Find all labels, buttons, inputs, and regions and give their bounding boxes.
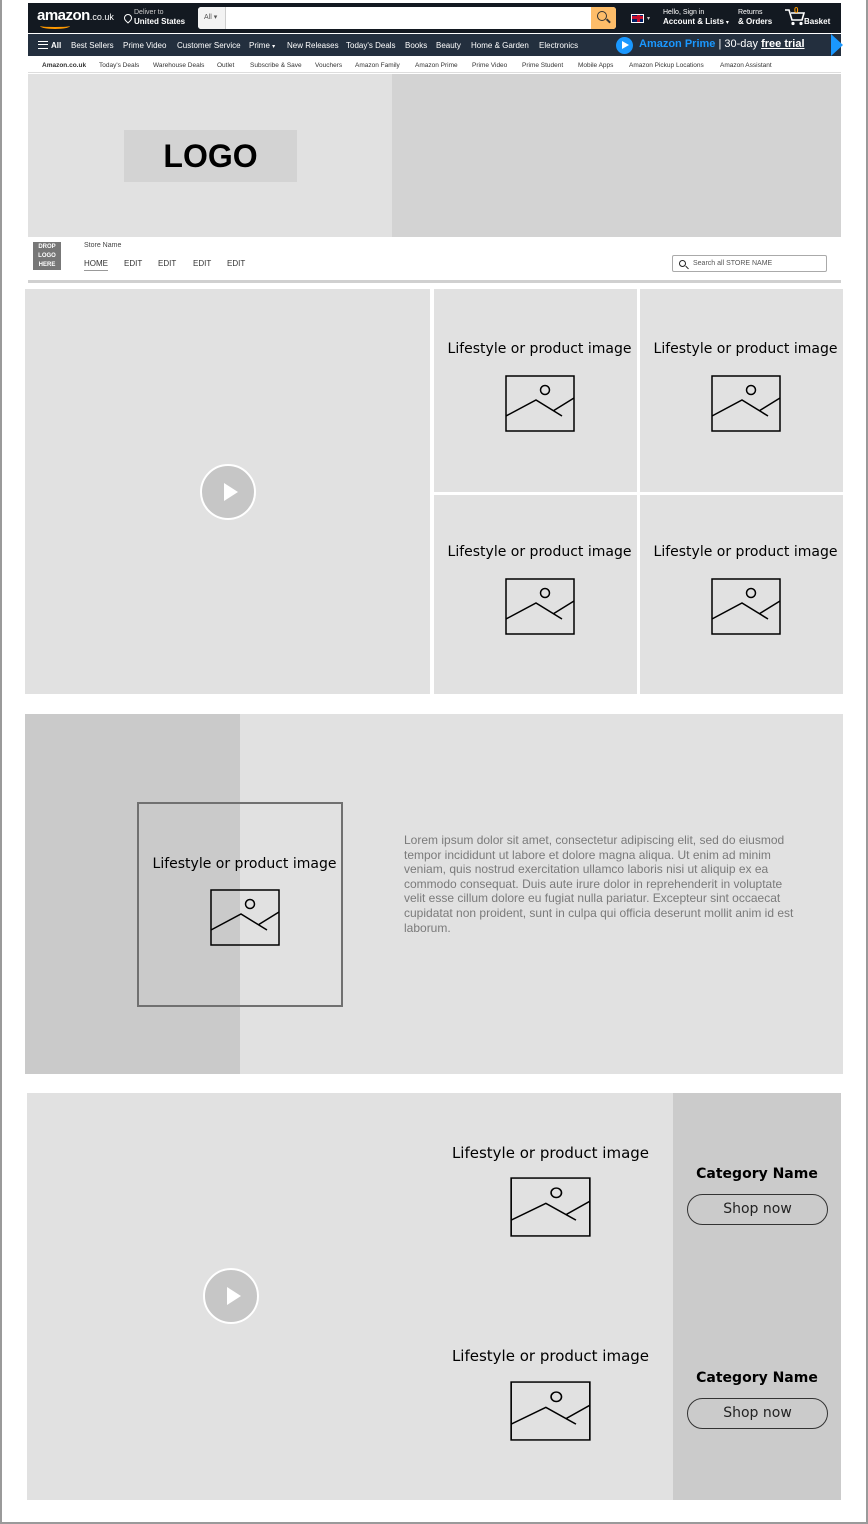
shop-now-button[interactable]: Shop now — [687, 1194, 828, 1225]
orders-label: & Orders — [738, 17, 773, 26]
search-icon — [597, 11, 607, 21]
image-placeholder-icon — [711, 578, 781, 635]
nav-item-best-sellers[interactable]: Best Sellers — [71, 41, 114, 50]
cart-count: 0 — [794, 6, 799, 15]
hamburger-icon[interactable] — [38, 41, 48, 49]
nav-item-prime-label: Prime — [249, 41, 270, 50]
search-bar — [198, 7, 616, 29]
image-placeholder-label: Lifestyle or product image — [447, 544, 632, 560]
amazon-smile-icon — [40, 23, 70, 29]
prime-banner-text — [639, 38, 805, 50]
subnav-item[interactable]: Vouchers — [315, 62, 343, 69]
subnav-item[interactable]: Prime Student — [522, 62, 564, 69]
subnav-item[interactable]: Prime Video — [472, 62, 508, 69]
nav-item-home-garden[interactable]: Home & Garden — [471, 41, 529, 50]
nav-item-electronics[interactable]: Electronics — [539, 41, 579, 50]
prime-trial-banner[interactable] — [613, 34, 841, 56]
image-placeholder-icon[interactable] — [510, 1381, 591, 1441]
nav-item-prime[interactable]: Prime ▾ — [249, 41, 276, 50]
chevron-down-icon: ▾ — [647, 16, 651, 22]
image-placeholder-label: Lifestyle or product image — [653, 341, 838, 357]
prime-brand: Amazon Prime — [639, 38, 716, 50]
drop-logo-line: DROP — [38, 244, 56, 250]
category-name: Category Name — [696, 1166, 818, 1182]
play-icon[interactable] — [203, 1268, 259, 1324]
subnav-item[interactable]: Today's Deals — [99, 62, 140, 69]
subnav-item[interactable]: Amazon Pickup Locations — [629, 62, 704, 69]
search-button[interactable] — [591, 7, 616, 29]
account-menu[interactable]: Hello, Sign in Account & Lists ▾ — [663, 9, 729, 26]
location-pin-icon — [122, 12, 133, 23]
image-placeholder-label: Lifestyle or product image — [152, 856, 337, 872]
nav-item-prime-video[interactable]: Prime Video — [123, 41, 167, 50]
prime-trial-days: 30-day — [724, 38, 759, 50]
nav-item-books[interactable]: Books — [405, 41, 428, 50]
subnav-item[interactable]: Amazon Prime — [415, 62, 458, 69]
store-sub-nav — [28, 57, 841, 73]
tab-edit[interactable]: EDIT — [124, 259, 143, 268]
store-search-placeholder: Search all STORE NAME — [693, 260, 773, 267]
image-placeholder-label: Lifestyle or product image — [451, 1144, 650, 1162]
shop-now-button[interactable]: Shop now — [687, 1398, 828, 1429]
image-placeholder-label: Lifestyle or product image — [451, 1347, 650, 1365]
tab-edit[interactable]: EDIT — [158, 259, 177, 268]
image-placeholder-icon — [711, 375, 781, 432]
drop-logo-line: LOGO — [38, 253, 56, 259]
image-placeholder-icon — [505, 375, 575, 432]
image-placeholder-label: Lifestyle or product image — [653, 544, 838, 560]
drop-logo-line: HERE — [38, 262, 56, 268]
arrow-right-icon — [831, 34, 843, 56]
subnav-item[interactable]: Outlet — [217, 62, 235, 69]
brand-logo-placeholder: LOGO — [124, 130, 297, 182]
amazon-logo[interactable] — [37, 7, 114, 24]
search-category-label: All — [204, 14, 212, 21]
category-name: Category Name — [696, 1370, 818, 1386]
subnav-item[interactable]: Warehouse Deals — [153, 62, 205, 69]
subnav-item[interactable]: Amazon Assistant — [720, 62, 772, 69]
image-placeholder-icon[interactable] — [510, 1177, 591, 1237]
nav-item-new-releases[interactable]: New Releases — [287, 41, 339, 50]
nav-item-customer-service[interactable]: Customer Service — [177, 41, 241, 50]
nav-all[interactable]: All — [51, 41, 62, 50]
subnav-item[interactable]: Mobile Apps — [578, 62, 614, 69]
image-placeholder-label: Lifestyle or product image — [447, 341, 632, 357]
tab-edit[interactable]: EDIT — [227, 259, 246, 268]
image-placeholder-icon — [505, 578, 575, 635]
category-column — [673, 1093, 841, 1500]
store-search-input[interactable] — [672, 255, 827, 272]
subnav-item[interactable]: Subscribe & Save — [250, 62, 302, 69]
drop-logo-placeholder — [33, 242, 61, 270]
signin-label: Hello, Sign in — [663, 9, 705, 16]
prime-separator: | — [718, 38, 722, 50]
returns-orders[interactable] — [738, 8, 772, 27]
nav-item-beauty[interactable]: Beauty — [436, 41, 461, 50]
amazon-logo-tld: .co.uk — [89, 12, 114, 22]
search-category-select[interactable]: All ▾ — [198, 7, 226, 29]
amazon-logo-text: amazon — [37, 7, 90, 24]
play-icon[interactable] — [200, 464, 256, 520]
tab-edit[interactable]: EDIT — [193, 259, 212, 268]
deliver-label: Deliver to — [134, 9, 164, 16]
tab-home[interactable]: HOME — [84, 259, 108, 271]
uk-flag-icon[interactable] — [631, 14, 644, 23]
hero-banner-right — [392, 74, 841, 237]
nav-item-todays-deals[interactable]: Today's Deals — [346, 41, 396, 50]
search-icon — [679, 260, 686, 267]
image-placeholder-icon — [210, 889, 280, 946]
deliver-location: United States — [134, 17, 186, 26]
store-name: Store Name — [84, 242, 122, 249]
account-label: Account & Lists — [663, 17, 724, 26]
deliver-to[interactable] — [134, 8, 185, 27]
prime-play-icon — [616, 37, 633, 54]
body-text: Lorem ipsum dolor sit amet, consectetur adipiscing elit, sed do eiusmod tempor incididunt ut labore et dolore magna aliqua. Ut enim ad minim veniam, quis nostrud exercitation ullamco laboris nisi ut aliquip ex ea commodo consequat. Duis aute irure dolor in reprehenderit in voluptate velit esse cillum dolore eu fugiat nulla pariatur. Excepteur sint occaecat cupidatat non proident, sunt in culpa qui officia deserunt mollit anim id est laborum. — [404, 833, 794, 935]
amazon-header — [28, 3, 841, 33]
main-nav — [28, 34, 841, 56]
subnav-item[interactable]: Amazon.co.uk — [42, 62, 87, 69]
divider — [28, 280, 841, 283]
prime-free-trial: free trial — [761, 38, 805, 50]
basket-label[interactable]: Basket — [804, 17, 831, 26]
subnav-item[interactable]: Amazon Family — [355, 62, 400, 69]
returns-label: Returns — [738, 9, 763, 16]
